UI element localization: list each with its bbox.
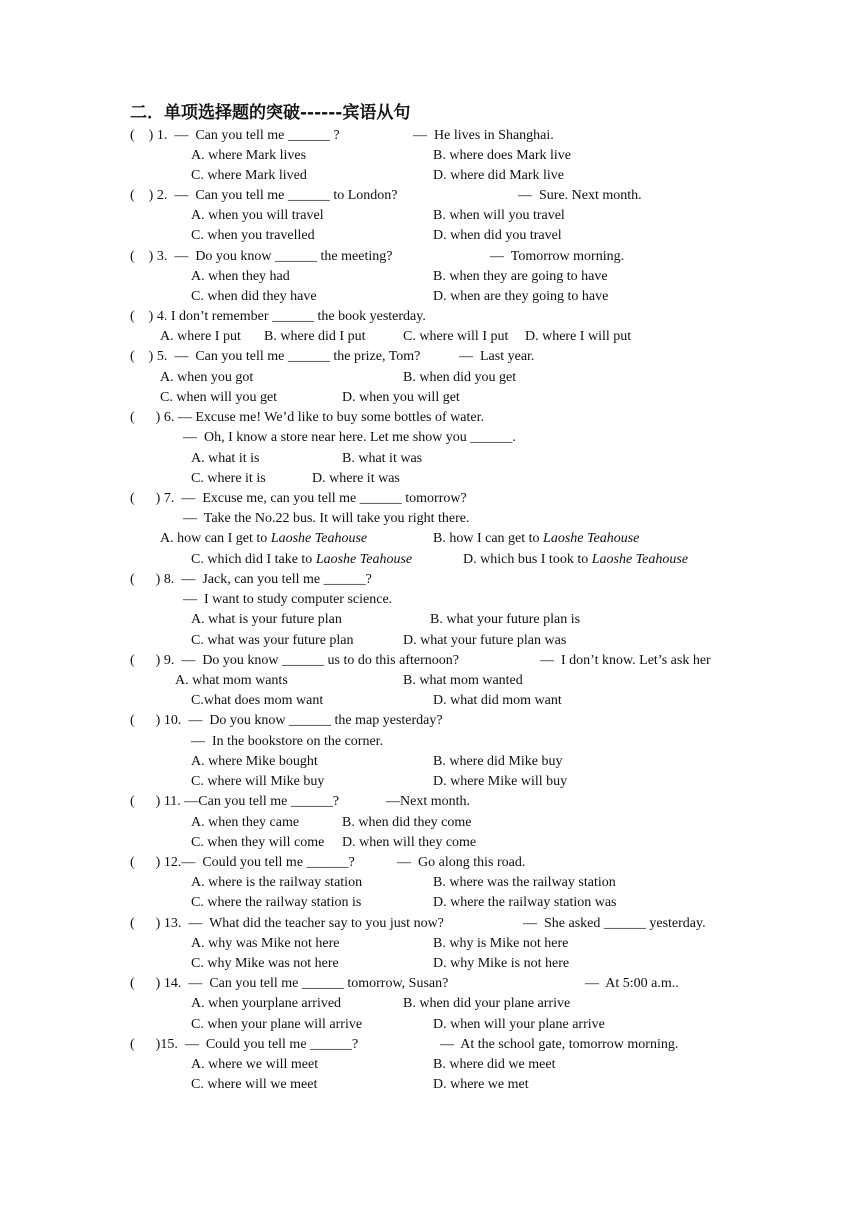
option-a: A. when yourplane arrived xyxy=(191,996,342,1011)
option-a: A. why was Mike not here xyxy=(191,936,340,951)
option-c: C.what does mom want xyxy=(191,693,324,708)
option-c: C. why Mike was not here xyxy=(191,956,339,971)
option-d: D. where I will put xyxy=(525,329,632,344)
option-d: D. when will they come xyxy=(342,835,477,850)
question-stem: ( ) 12.— Could you tell me ______? xyxy=(130,855,355,870)
question-stem: ( ) 2. — Can you tell me ______ to London? xyxy=(130,188,398,203)
option-c: C. where the railway station is xyxy=(191,895,362,910)
question-stem: ( ) 3. — Do you know ______ the meeting? xyxy=(130,249,393,264)
option-d: D. where Mike will buy xyxy=(433,774,568,789)
option-c xyxy=(191,550,412,570)
option-c: C. when they will come xyxy=(191,835,325,850)
option-b: B. where does Mark live xyxy=(433,148,572,163)
option-d: D. what your future plan was xyxy=(403,633,567,648)
question-stem: ( )15. — Could you tell me ______? xyxy=(130,1037,359,1052)
option-b: B. what mom wanted xyxy=(403,673,523,688)
option-a: A. when they had xyxy=(191,269,290,284)
question-reply: — Sure. Next month. xyxy=(518,188,642,203)
option-a: A. where I put xyxy=(160,329,241,344)
question-stem: ( ) 13. — What did the teacher say to you just now? xyxy=(130,916,444,931)
question-stem: ( ) 10. — Do you know ______ the map yesterday? xyxy=(130,713,443,728)
section-title: 二．单项选择题的突破------宾语从句 xyxy=(130,103,411,123)
question-stem: ( ) 14. — Can you tell me ______ tomorrow, Susan? xyxy=(130,976,449,991)
option-a: A. what mom wants xyxy=(175,673,288,688)
option-d-place-name: Laoshe Teahouse xyxy=(591,552,689,567)
option-d: D. where did Mark live xyxy=(433,168,565,183)
question-reply: — Tomorrow morning. xyxy=(490,249,625,264)
option-d: D. where it was xyxy=(312,471,400,486)
option-a-text: A. how can I get to xyxy=(160,531,271,546)
option-d-text: D. which bus I took to xyxy=(463,552,592,567)
option-d: D. when did you travel xyxy=(433,228,562,243)
option-b: B. where did Mike buy xyxy=(433,754,563,769)
option-a xyxy=(160,529,367,549)
option-a: A. where Mike bought xyxy=(191,754,318,769)
question-reply: — In the bookstore on the corner. xyxy=(191,734,384,749)
question-reply: — At 5:00 a.m.. xyxy=(585,976,679,991)
option-c: C. when will you get xyxy=(160,390,278,405)
option-b: B. what your future plan is xyxy=(430,612,581,627)
option-a: A. what is your future plan xyxy=(191,612,342,627)
question-reply: — I don’t know. Let’s ask her xyxy=(540,653,711,668)
option-d: D. why Mike is not here xyxy=(433,956,570,971)
question-stem: ( ) 9. — Do you know ______ us to do this afternoon? xyxy=(130,653,459,668)
option-d: D. what did mom want xyxy=(433,693,562,708)
option-b: B. where did I put xyxy=(264,329,366,344)
option-b: B. when they are going to have xyxy=(433,269,608,284)
option-b: B. when did you get xyxy=(403,370,517,385)
question-reply: —Next month. xyxy=(386,794,470,809)
option-c: C. when you travelled xyxy=(191,228,315,243)
question-reply: — Go along this road. xyxy=(397,855,526,870)
option-b: B. what it was xyxy=(342,451,423,466)
option-c: C. where will we meet xyxy=(191,1077,318,1092)
question-stem: ( ) 4. I don’t remember ______ the book yesterday. xyxy=(130,309,426,324)
option-a: A. where Mark lives xyxy=(191,148,307,163)
option-a: A. where is the railway station xyxy=(191,875,363,890)
question-stem: ( ) 8. — Jack, can you tell me ______? xyxy=(130,572,372,587)
question-reply: — Take the No.22 bus. It will take you right there. xyxy=(183,511,470,526)
option-c: C. when did they have xyxy=(191,289,317,304)
option-b-place-name: Laoshe Teahouse xyxy=(543,531,640,546)
option-b: B. when did they come xyxy=(342,815,472,830)
option-c-place-name: Laoshe Teahouse xyxy=(315,552,413,567)
question-reply: — Oh, I know a store near here. Let me show you ______. xyxy=(183,430,516,445)
option-b: B. when did your plane arrive xyxy=(403,996,571,1011)
question-reply: — She asked ______ yesterday. xyxy=(523,916,706,931)
question-reply: — Last year. xyxy=(459,349,535,364)
option-c: C. what was your future plan xyxy=(191,633,354,648)
option-a: A. what it is xyxy=(191,451,260,466)
option-d: D. where the railway station was xyxy=(433,895,617,910)
question-reply: — I want to study computer science. xyxy=(183,592,393,607)
option-c: C. when your plane will arrive xyxy=(191,1017,363,1032)
option-b-text: B. how I can get to xyxy=(433,531,544,546)
option-c: C. where will I put xyxy=(403,329,509,344)
option-b xyxy=(433,529,639,549)
option-d: D. when are they going to have xyxy=(433,289,609,304)
option-a-place-name: Laoshe Teahouse xyxy=(270,531,368,546)
question-reply: — At the school gate, tomorrow morning. xyxy=(440,1037,679,1052)
option-d: D. where we met xyxy=(433,1077,529,1092)
option-b: B. where did we meet xyxy=(433,1057,556,1072)
option-d: D. when you will get xyxy=(342,390,460,405)
option-c-text: C. which did I take to xyxy=(191,552,316,567)
option-b: B. where was the railway station xyxy=(433,875,616,890)
question-stem: ( ) 7. — Excuse me, can you tell me ______ tomorrow? xyxy=(130,491,467,506)
option-c: C. where Mark lived xyxy=(191,168,307,183)
option-b: B. why is Mike not here xyxy=(433,936,569,951)
option-c: C. where will Mike buy xyxy=(191,774,325,789)
option-b: B. when will you travel xyxy=(433,208,565,223)
option-a: A. when they came xyxy=(191,815,300,830)
question-stem: ( ) 11. —Can you tell me ______? xyxy=(130,794,340,809)
option-a: A. when you will travel xyxy=(191,208,324,223)
option-c: C. where it is xyxy=(191,471,266,486)
question-stem: ( ) 6. — Excuse me! We’d like to buy some bottles of water. xyxy=(130,410,484,425)
question-stem: ( ) 1. — Can you tell me ______ ? xyxy=(130,128,340,143)
option-a: A. when you got xyxy=(160,370,254,385)
question-stem: ( ) 5. — Can you tell me ______ the prize, Tom? xyxy=(130,349,421,364)
option-d: D. when will your plane arrive xyxy=(433,1017,605,1032)
option-a: A. where we will meet xyxy=(191,1057,319,1072)
option-d xyxy=(463,550,688,570)
question-reply: — He lives in Shanghai. xyxy=(413,128,554,143)
